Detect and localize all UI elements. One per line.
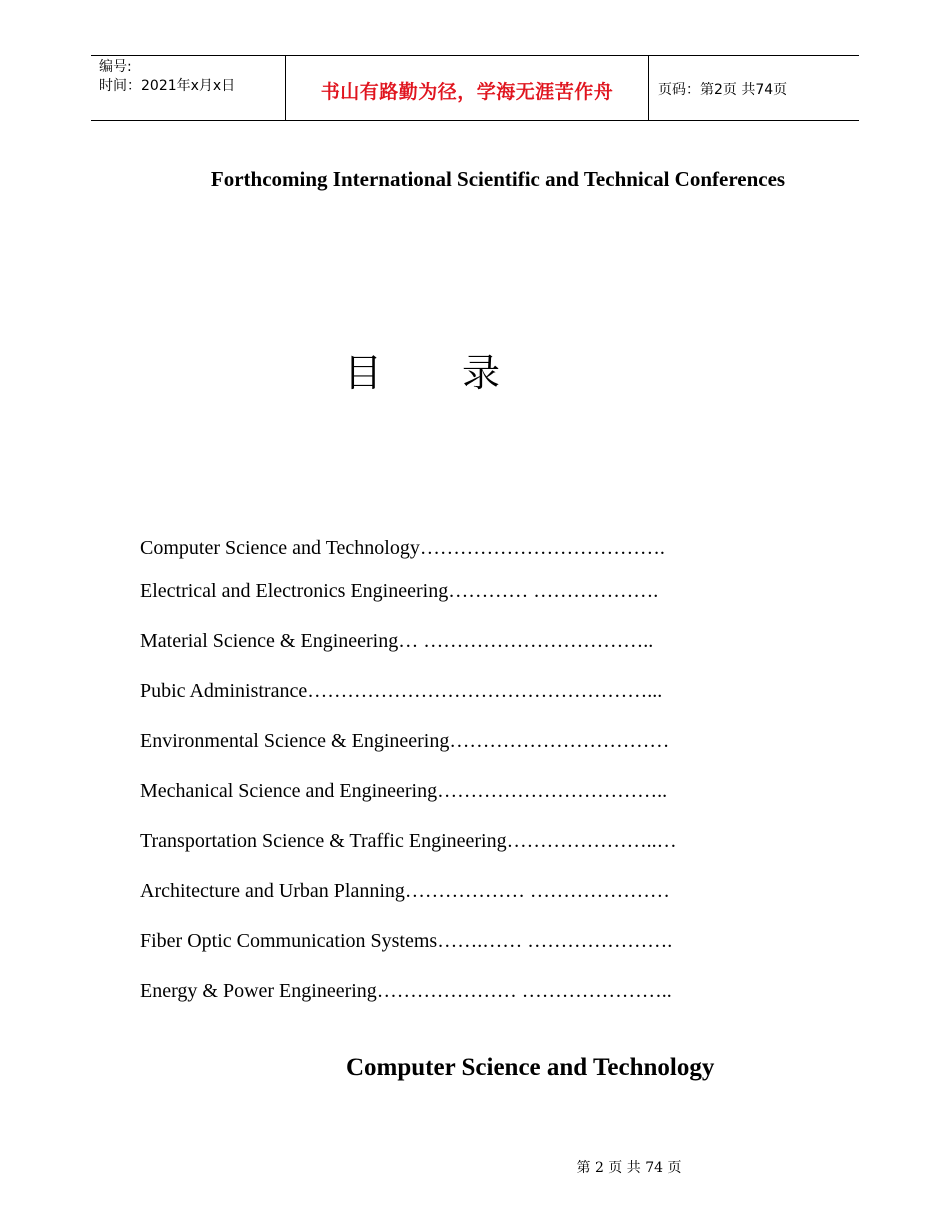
toc-item-mechanical-science[interactable]: Mechanical Science and Engineering……………………………..: [140, 780, 668, 802]
toc-item-fiber-optic[interactable]: Fiber Optic Communication Systems…….…… ………………….: [140, 930, 673, 952]
toc-item-public-administration[interactable]: Pubic Administrance……………………………………………...: [140, 680, 663, 702]
toc-item-material-science[interactable]: Material Science & Engineering… ……………………………..: [140, 630, 654, 652]
number-label: 编号:: [99, 59, 132, 75]
toc-item-energy-power[interactable]: Energy & Power Engineering………………… …………………..: [140, 980, 672, 1002]
page-header: [91, 55, 859, 121]
header-left-cell: [91, 56, 286, 120]
toc-item-computer-science[interactable]: Computer Science and Technology……………………………….: [140, 537, 665, 559]
toc-heading-char-1: 目: [344, 351, 383, 395]
header-motto: 书山有路勤为径，学海无涯苦作舟: [286, 56, 649, 120]
page-footer: 第 2 页 共 74 页: [576, 1160, 682, 1176]
section-title: Computer Science and Technology: [346, 1054, 715, 1081]
toc-heading-char-2: 录: [462, 351, 501, 395]
toc-item-electrical-engineering[interactable]: Electrical and Electronics Engineering………… ……………….: [140, 580, 659, 602]
toc-item-transportation-science[interactable]: Transportation Science & Traffic Engineering…………………..…: [140, 830, 677, 852]
header-page-info: 页码：第2页 共74页: [658, 82, 788, 98]
document-title: Forthcoming International Scientific and Technical Conferences: [210, 167, 786, 191]
toc-item-architecture[interactable]: Architecture and Urban Planning……………… …………………: [140, 880, 670, 902]
toc-heading: [344, 342, 500, 397]
toc-item-environmental-science[interactable]: Environmental Science & Engineering……………………………: [140, 730, 670, 752]
time-label: 时间：2021年x月x日: [99, 78, 236, 94]
